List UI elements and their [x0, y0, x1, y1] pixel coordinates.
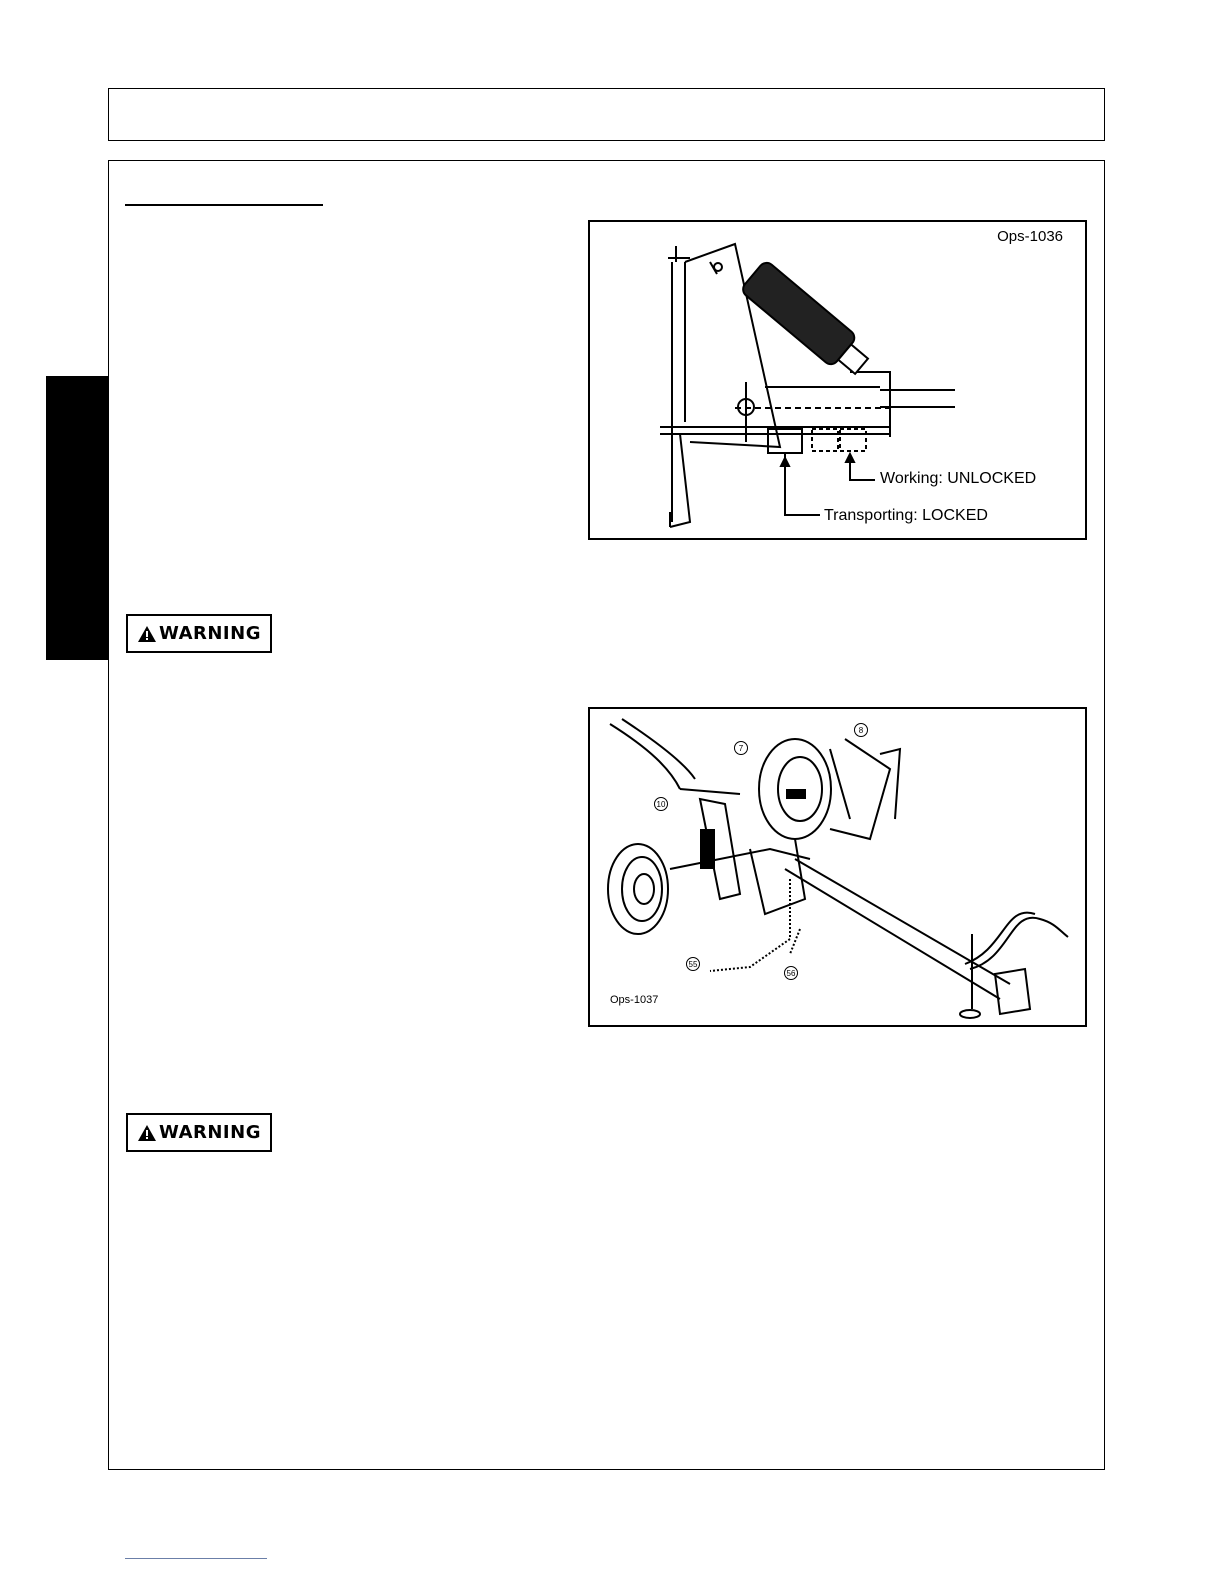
part-number-7: 7	[734, 741, 748, 755]
section-side-tab	[46, 376, 108, 660]
page-header-box	[108, 88, 1105, 141]
warning-text-1: WARNING	[159, 623, 261, 644]
warning-text-2: WARNING	[159, 1122, 261, 1143]
part-number-56: 56	[784, 966, 798, 980]
warning-label-1	[126, 614, 272, 653]
lock-diagram-drawing	[590, 222, 1087, 540]
transporting-locked-callout: Transporting: LOCKED	[824, 507, 988, 524]
section-heading-rule	[125, 204, 323, 206]
part-number-10: 10	[654, 797, 668, 811]
figure-2-label: Ops-1037	[610, 994, 659, 1006]
figure-1-label: Ops-1036	[997, 228, 1063, 245]
working-unlocked-callout: Working: UNLOCKED	[880, 470, 1037, 487]
transport-illustration-drawing	[590, 709, 1087, 1027]
warning-triangle-icon	[137, 625, 157, 643]
part-number-8: 8	[854, 723, 868, 737]
part-number-55: 55	[686, 957, 700, 971]
warning-label-2	[126, 1113, 272, 1152]
transport-illustration-figure	[588, 707, 1087, 1027]
footer-rule	[125, 1558, 267, 1559]
warning-triangle-icon	[137, 1124, 157, 1142]
lock-diagram-figure	[588, 220, 1087, 540]
